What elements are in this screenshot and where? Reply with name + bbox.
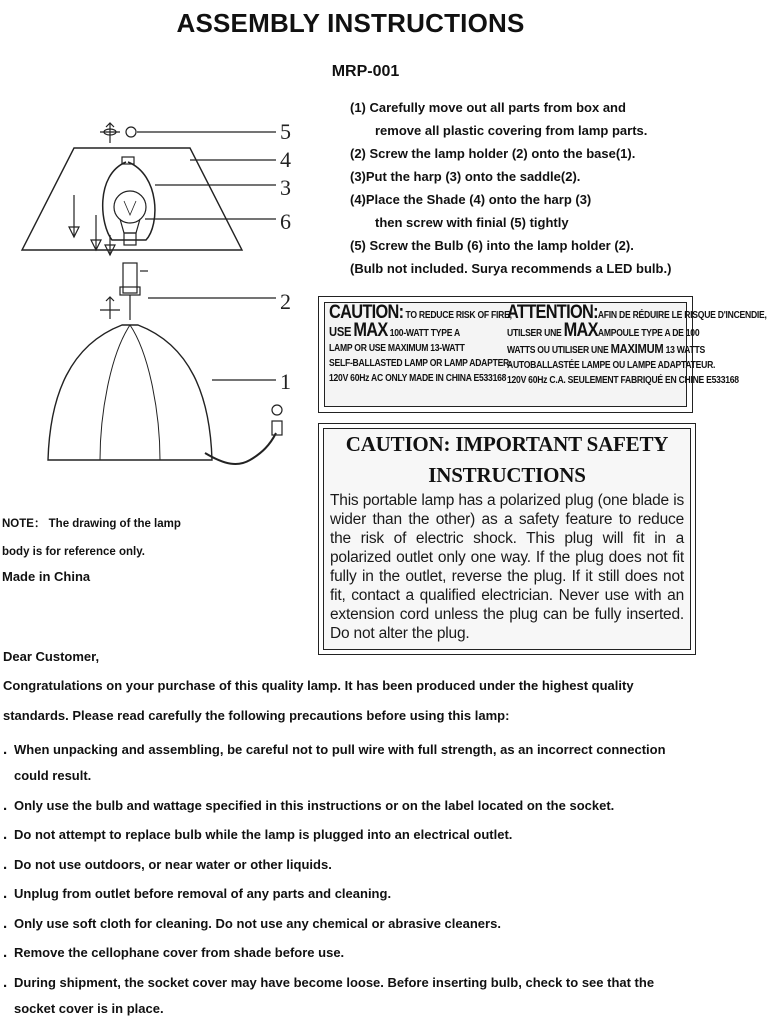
step-line: (2) Screw the lamp holder (2) onto the base(1). (350, 146, 636, 161)
lamp-base (48, 325, 212, 460)
plug-symbol-icon (272, 405, 282, 415)
down-arrow-icon (69, 195, 115, 255)
model-number: MRP-001 (331, 63, 400, 80)
part-number-5: 5 (280, 119, 291, 144)
caution-label-french: ATTENTION:AFIN DE RÉDUIRE LE RISQUE D'INCENDIE, UTILSER UNE MAXAMPOULE TYPE A DE 100 WATTS OU UTILISER UNE MAXIMUM 13 WATTS AUTOBALLASTÉE LAMPE OU LAMPE ADAPTATEUR. 120V 60Hz C.A. SEULEMENT FABRIQUÉ EN CHINE E533168 (507, 302, 767, 386)
list-item: . Only use soft cloth for cleaning. Do not use any chemical or abrasive cleaners. (3, 914, 501, 932)
part-number-2: 2 (280, 289, 291, 314)
finial-arrow-icon (100, 123, 120, 143)
precautions-list (3, 737, 693, 1022)
power-cord (205, 433, 276, 464)
list-item: . During shipment, the socket cover may have become loose. Before inserting bulb, check to see that the socket cover is in place. (3, 973, 655, 1016)
finial-part (126, 127, 136, 137)
plug-icon (272, 421, 282, 435)
reference-note: NOTE： The drawing of the lamp body is for reference only. (2, 518, 181, 558)
list-item: . When unpacking and assembling, be careful not to pull wire with full strength, as an incorrect connection could result. (3, 741, 666, 783)
step-line: (1) Carefully move out all parts from box and (350, 100, 626, 115)
list-item: . Unplug from outlet before removal of any parts and cleaning. (3, 885, 392, 902)
part-number-1: 1 (280, 369, 291, 394)
list-item: . Remove the cellophane cover from shade before use. (3, 944, 345, 961)
list-item: . Only use the bulb and wattage specified in this instructions or on the label located on the socket. (3, 796, 615, 814)
list-item: . Do not use outdoors, or near water or other liquids. (3, 855, 332, 873)
customer-letter (3, 648, 693, 1025)
page-title: ASSEMBLY INSTRUCTIONS (176, 8, 525, 38)
part-number-4: 4 (280, 147, 291, 172)
part-number-3: 3 (280, 175, 291, 200)
safety-body: This portable lamp has a polarized plug (one blade is wider than the other) as a safety feature to reduce the risk of electric shock. This plug will fit in a polarized outlet only one way. If the plug does not fit fully in the outlet, reverse the plug. If it still does not fit, contact a qualified electrician. Never use with an extension cord unless the plug can be fully inserted. Do not alter the plug. (330, 492, 684, 642)
assembly-steps (350, 96, 695, 277)
caution-label (318, 296, 767, 413)
bulb (114, 191, 146, 245)
part-number-6: 6 (280, 209, 291, 234)
step-line: (3)Put the harp (3) onto the saddle(2). (350, 169, 581, 184)
step-line: (5) Screw the Bulb (6) into the lamp holder (2). (350, 238, 634, 253)
step-line: remove all plastic covering from lamp parts. (375, 123, 648, 138)
list-item: . Do not attempt to replace bulb while the lamp is plugged into an electrical outlet. (3, 826, 513, 843)
safety-title: CAUTION: IMPORTANT SAFETY INSTRUCTIONS (345, 432, 669, 487)
letter-greeting: Dear Customer, (3, 649, 100, 664)
harp (103, 162, 155, 240)
saddle-arrow-icon (100, 297, 120, 319)
letter-intro: Congratulations on your purchase of this quality lamp. It has been produced under the highest quality standards. Please read carefully the following precautions before using this lamp: (3, 678, 634, 723)
made-in-china: Made in China (2, 569, 91, 584)
lamp-exploded-diagram (0, 115, 320, 485)
bulb-note: (Bulb not included. Surya recommends a LED bulb.) (350, 261, 672, 276)
safety-instructions-box (318, 423, 696, 655)
socket-saddle (120, 263, 148, 320)
caution-label-english: CAUTION: TO REDUCE RISK OF FIRE, USE MAX 100-WATT TYPE A LAMP OR USE MAXIMUM 13-WATT SELF-BALLASTED LAMP OR LAMP ADAPTER. 120V 60Hz AC ONLY MADE IN CHINA E533168 (329, 302, 512, 384)
step-line: then screw with finial (5) tightly (375, 215, 569, 230)
step-line: (4)Place the Shade (4) onto the harp (3) (350, 192, 592, 207)
